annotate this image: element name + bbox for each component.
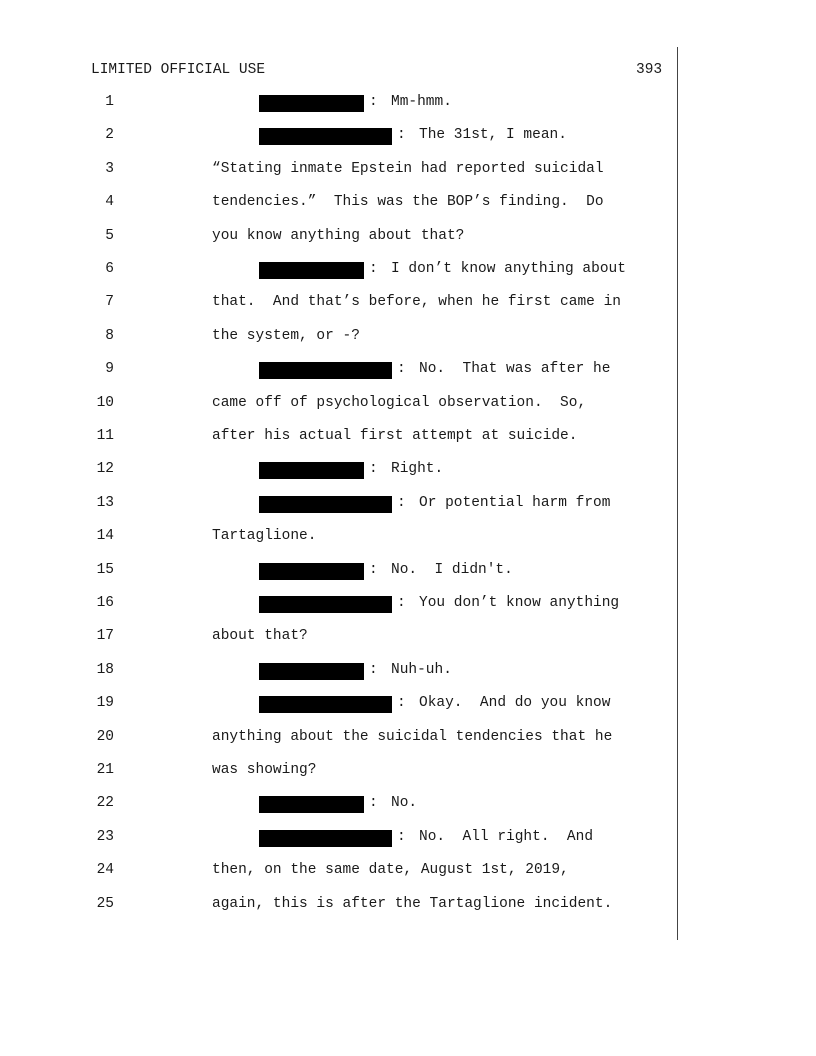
continuation-text: “Stating inmate Epstein had reported suicidal xyxy=(212,160,604,177)
transcript-line xyxy=(0,395,816,415)
transcript-line xyxy=(0,461,816,481)
redacted-speaker-name xyxy=(259,830,392,847)
line-number: 12 xyxy=(96,461,114,478)
speech-text: No. I didn't. xyxy=(391,561,513,578)
line-number: 2 xyxy=(105,127,114,144)
transcript-line xyxy=(0,562,816,582)
redacted-speaker-name xyxy=(259,462,364,479)
continuation-text: about that? xyxy=(212,628,308,645)
redacted-speaker-name xyxy=(259,596,392,613)
line-number: 19 xyxy=(96,695,114,712)
line-number: 6 xyxy=(105,261,114,277)
speaker-colon: : xyxy=(369,461,378,478)
speaker-colon: : xyxy=(397,595,406,611)
transcript-line xyxy=(0,862,816,882)
speaker-colon: : xyxy=(369,94,378,110)
redacted-speaker-name xyxy=(259,663,364,680)
redacted-speaker-name xyxy=(259,796,364,813)
speaker-colon: : xyxy=(397,127,406,144)
transcript-line xyxy=(0,628,816,648)
transcript-line xyxy=(0,94,816,114)
line-number: 3 xyxy=(105,160,114,177)
line-number: 8 xyxy=(105,327,114,344)
transcript-line xyxy=(0,695,816,715)
line-number: 5 xyxy=(105,227,114,244)
speech-text: Nuh-uh. xyxy=(391,661,452,678)
redacted-speaker-name xyxy=(259,362,392,379)
transcript-line xyxy=(0,428,816,448)
redacted-speaker-name xyxy=(259,496,392,513)
line-number: 16 xyxy=(96,595,114,611)
transcript-line xyxy=(0,328,816,348)
speaker-colon: : xyxy=(369,261,378,277)
page-number: 393 xyxy=(636,62,663,78)
line-number: 9 xyxy=(105,361,114,378)
continuation-text: Tartaglione. xyxy=(212,528,317,545)
transcript-line xyxy=(0,161,816,181)
speaker-colon: : xyxy=(397,361,406,378)
speaker-colon: : xyxy=(397,828,406,845)
line-number: 25 xyxy=(96,895,114,912)
transcript-line xyxy=(0,194,816,214)
line-number: 1 xyxy=(105,94,114,110)
line-number: 13 xyxy=(96,494,114,511)
speaker-colon: : xyxy=(369,795,378,812)
redacted-speaker-name xyxy=(259,95,364,112)
speech-text: I don’t know anything about xyxy=(391,261,626,277)
speech-text: No. All right. And xyxy=(419,828,594,845)
line-number: 15 xyxy=(96,561,114,578)
speaker-colon: : xyxy=(369,561,378,578)
line-number: 10 xyxy=(96,394,114,411)
redacted-speaker-name xyxy=(259,128,392,145)
speaker-colon: : xyxy=(369,661,378,678)
transcript-line xyxy=(0,228,816,248)
speech-text: Okay. And do you know xyxy=(419,695,611,712)
line-number: 21 xyxy=(96,762,114,778)
continuation-text: anything about the suicidal tendencies that he xyxy=(212,728,613,745)
speech-text: Right. xyxy=(391,461,444,478)
speech-text: No. xyxy=(391,795,418,812)
speaker-colon: : xyxy=(397,695,406,712)
transcript-line xyxy=(0,528,816,548)
redacted-speaker-name xyxy=(259,696,392,713)
transcript-line xyxy=(0,495,816,515)
continuation-text: was showing? xyxy=(212,762,317,778)
transcript-line xyxy=(0,294,816,314)
line-number: 20 xyxy=(96,728,114,745)
line-number: 18 xyxy=(96,661,114,678)
transcript-line xyxy=(0,361,816,381)
line-number: 4 xyxy=(105,194,114,211)
speaker-colon: : xyxy=(397,494,406,511)
continuation-text: that. And that’s before, when he first came in xyxy=(212,294,621,311)
continuation-text: then, on the same date, August 1st, 2019, xyxy=(212,862,569,879)
speech-text: No. That was after he xyxy=(419,361,611,378)
transcript-line xyxy=(0,762,816,782)
line-number: 7 xyxy=(105,294,114,311)
speech-text: Or potential harm from xyxy=(419,494,611,511)
continuation-text: after his actual first attempt at suicide. xyxy=(212,428,578,444)
speech-text: Mm-hmm. xyxy=(391,94,452,110)
redacted-speaker-name xyxy=(259,563,364,580)
transcript-line xyxy=(0,729,816,749)
line-number: 17 xyxy=(96,628,114,645)
transcript-line xyxy=(0,795,816,815)
classification-header: LIMITED OFFICIAL USE xyxy=(91,62,266,78)
continuation-text: you know anything about that? xyxy=(212,227,465,244)
line-number: 23 xyxy=(96,828,114,845)
transcript-line xyxy=(0,595,816,615)
transcript-line xyxy=(0,829,816,849)
continuation-text: came off of psychological observation. So, xyxy=(212,394,587,411)
line-number: 11 xyxy=(96,428,114,444)
transcript-line xyxy=(0,896,816,916)
continuation-text: tendencies.” This was the BOP’s finding. Do xyxy=(212,194,604,211)
transcript-line xyxy=(0,662,816,682)
continuation-text: the system, or -? xyxy=(212,327,360,344)
transcript-line xyxy=(0,127,816,147)
line-number: 14 xyxy=(96,528,114,545)
transcript-line xyxy=(0,261,816,281)
continuation-text: again, this is after the Tartaglione incident. xyxy=(212,895,613,912)
redacted-speaker-name xyxy=(259,262,364,279)
line-number: 24 xyxy=(96,862,114,879)
speech-text: The 31st, I mean. xyxy=(419,127,567,144)
speech-text: You don’t know anything xyxy=(419,595,620,611)
line-number: 22 xyxy=(96,795,114,812)
